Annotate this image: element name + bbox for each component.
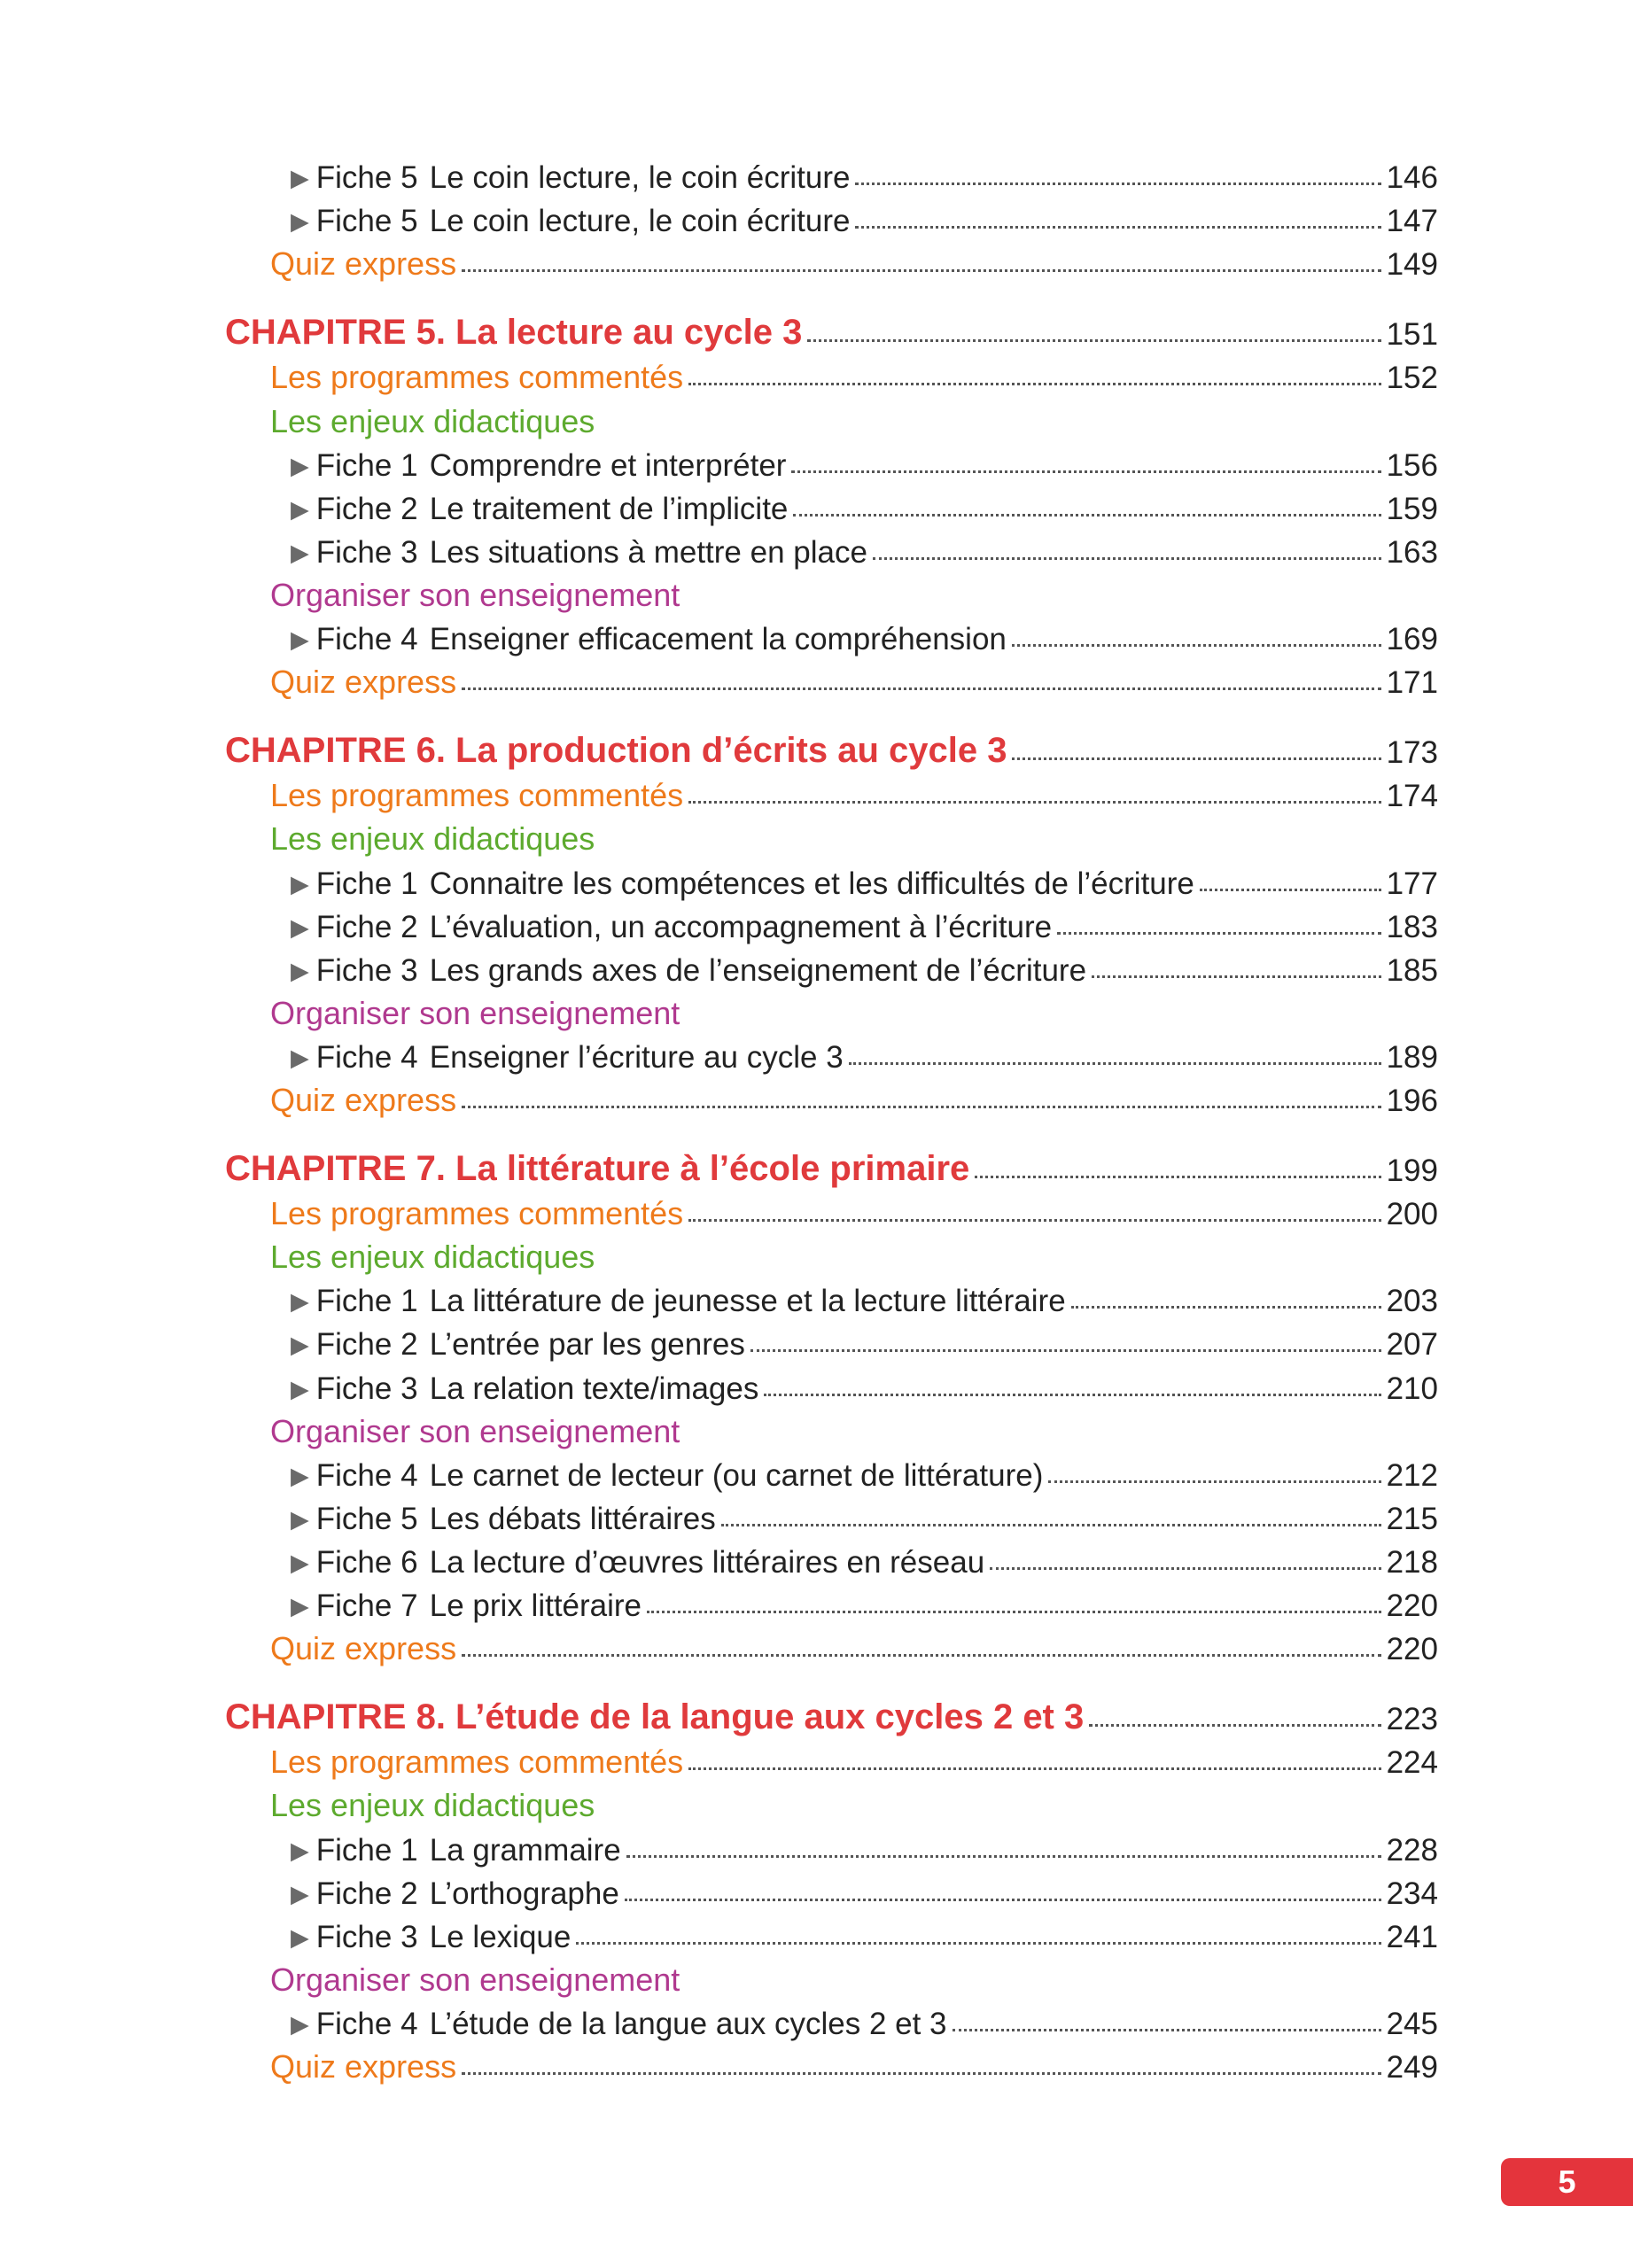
dot-leader <box>750 1349 1381 1352</box>
triangle-bullet-icon: ▶ <box>291 2011 309 2038</box>
page-number: 207 <box>1386 1327 1438 1362</box>
fiche-code: Fiche 1 <box>315 866 418 901</box>
fiche-code: Fiche 2 <box>315 1327 418 1362</box>
triangle-bullet-icon: ▶ <box>291 1550 309 1576</box>
page-number: 223 <box>1386 1702 1438 1736</box>
entry-title: Comprendre et interpréter <box>429 448 787 483</box>
dot-leader <box>1012 644 1381 647</box>
fiche-code: Fiche 3 <box>315 1920 418 1954</box>
dot-leader <box>764 1394 1380 1396</box>
page-number: 212 <box>1386 1458 1438 1493</box>
triangle-bullet-icon: ▶ <box>291 540 309 566</box>
page-number: 183 <box>1386 910 1438 944</box>
page-number: 200 <box>1386 1197 1438 1231</box>
triangle-bullet-icon: ▶ <box>291 914 309 941</box>
entry-title: Les programmes commentés <box>270 1744 684 1780</box>
page-number: 228 <box>1386 1833 1438 1868</box>
page-number: 174 <box>1386 779 1438 813</box>
triangle-bullet-icon: ▶ <box>291 1332 309 1358</box>
entry-title: Les grands axes de l’enseignement de l’écriture <box>429 953 1087 988</box>
dot-leader <box>1048 1480 1380 1483</box>
fiche-code: Fiche 4 <box>315 1040 418 1075</box>
page-number: 152 <box>1386 361 1438 395</box>
section-entry[interactable] <box>270 811 1438 855</box>
dot-leader <box>721 1524 1381 1526</box>
dot-leader <box>462 1654 1381 1657</box>
entry-title: Le traitement de l’implicite <box>429 492 789 526</box>
fiche-code: Fiche 2 <box>315 492 418 526</box>
dot-leader <box>1200 889 1381 891</box>
entry-title: Les enjeux didactiques <box>270 1239 595 1275</box>
dot-leader <box>1071 1306 1381 1309</box>
entry-title: Les programmes commentés <box>270 777 684 813</box>
triangle-bullet-icon: ▶ <box>291 1463 309 1489</box>
dot-leader <box>688 1219 1380 1222</box>
section-entry[interactable] <box>270 654 1438 698</box>
dot-leader <box>849 1062 1381 1065</box>
triangle-bullet-icon: ▶ <box>291 1593 309 1619</box>
section-entry[interactable] <box>270 1185 1438 1230</box>
fiche-code: Fiche 6 <box>315 1545 418 1580</box>
entry-title: Quiz express <box>270 245 457 282</box>
entry-title: Les débats littéraires <box>429 1502 716 1536</box>
entry-title: Quiz express <box>270 2048 457 2085</box>
dot-leader <box>1092 975 1381 978</box>
entry-title: Quiz express <box>270 664 457 700</box>
fiche-code: Fiche 7 <box>315 1588 418 1623</box>
dot-leader <box>688 383 1380 385</box>
entry-title: Enseigner l’écriture au cycle 3 <box>429 1040 844 1075</box>
section-entry[interactable] <box>270 1072 1438 1116</box>
entry-title: Les programmes commentés <box>270 359 684 395</box>
entry-title: Les programmes commentés <box>270 1195 684 1231</box>
page-number: 241 <box>1386 1920 1438 1954</box>
dot-leader <box>688 1767 1380 1770</box>
triangle-bullet-icon: ▶ <box>291 1045 309 1071</box>
fiche-code: Fiche 3 <box>315 953 418 988</box>
triangle-bullet-icon: ▶ <box>291 871 309 897</box>
section-entry[interactable] <box>270 1403 1438 1448</box>
dot-leader <box>975 1176 1380 1178</box>
page-number: 203 <box>1386 1284 1438 1318</box>
fiche-entry[interactable] <box>291 149 1438 193</box>
entry-title: Le prix littéraire <box>429 1588 642 1623</box>
page-number: 224 <box>1386 1745 1438 1780</box>
chapter-entry[interactable] <box>225 306 1438 350</box>
fiche-code: Fiche 5 <box>315 204 418 238</box>
fiche-entry[interactable] <box>291 1272 1438 1317</box>
entry-title: La grammaire <box>429 1833 621 1868</box>
chapter-entry[interactable] <box>225 1142 1438 1186</box>
fiche-entry[interactable] <box>291 610 1438 655</box>
entry-title: Organiser son enseignement <box>270 1961 680 1998</box>
triangle-bullet-icon: ▶ <box>291 626 309 653</box>
fiche-entry[interactable] <box>291 1316 1438 1360</box>
entry-title: Quiz express <box>270 1630 457 1666</box>
fiche-code: Fiche 1 <box>315 448 418 483</box>
triangle-bullet-icon: ▶ <box>291 208 309 235</box>
triangle-bullet-icon: ▶ <box>291 1881 309 1907</box>
dot-leader <box>688 801 1380 804</box>
fiche-code: Fiche 2 <box>315 1876 418 1911</box>
entry-title: Les situations à mettre en place <box>429 535 867 570</box>
entry-title: Le carnet de lecteur (ou carnet de littérature) <box>429 1458 1044 1493</box>
fiche-code: Fiche 4 <box>315 622 418 656</box>
dot-leader <box>793 514 1380 517</box>
page-number: 169 <box>1386 622 1438 656</box>
page-number: 220 <box>1386 1588 1438 1623</box>
triangle-bullet-icon: ▶ <box>291 1506 309 1533</box>
section-entry[interactable] <box>270 985 1438 1029</box>
page-number: 173 <box>1386 735 1438 770</box>
triangle-bullet-icon: ▶ <box>291 958 309 984</box>
entry-title: L’évaluation, un accompagnement à l’écriture <box>429 910 1053 944</box>
triangle-bullet-icon: ▶ <box>291 496 309 523</box>
dot-leader <box>647 1611 1381 1613</box>
dot-leader <box>990 1567 1380 1570</box>
page-number: 159 <box>1386 492 1438 526</box>
fiche-entry[interactable] <box>291 480 1438 524</box>
dot-leader <box>625 1899 1381 1901</box>
entry-title: Enseigner efficacement la compréhension <box>429 622 1007 656</box>
fiche-code: Fiche 4 <box>315 2007 418 2041</box>
dot-leader <box>462 2072 1381 2075</box>
page-number: 156 <box>1386 448 1438 483</box>
page-number: 177 <box>1386 866 1438 901</box>
fiche-entry[interactable] <box>291 192 1438 237</box>
page-number: 151 <box>1386 317 1438 352</box>
fiche-entry[interactable] <box>291 1821 1438 1866</box>
fiche-code: Fiche 4 <box>315 1458 418 1493</box>
section-entry[interactable] <box>270 349 1438 393</box>
fiche-code: Fiche 5 <box>315 160 418 195</box>
page-number: 245 <box>1386 2007 1438 2041</box>
dot-leader <box>953 2029 1381 2031</box>
fiche-entry[interactable] <box>291 855 1438 899</box>
entry-title: Quiz express <box>270 1082 457 1118</box>
triangle-bullet-icon: ▶ <box>291 1837 309 1864</box>
page-number: 210 <box>1386 1371 1438 1406</box>
fiche-entry[interactable] <box>291 1490 1438 1534</box>
fiche-code: Fiche 1 <box>315 1284 418 1318</box>
fiche-code: Fiche 3 <box>315 1371 418 1406</box>
triangle-bullet-icon: ▶ <box>291 1288 309 1315</box>
page-number: 249 <box>1386 2050 1438 2085</box>
triangle-bullet-icon: ▶ <box>291 1924 309 1951</box>
entry-title: CHAPITRE 8. L’étude de la langue aux cycles 2 et 3 <box>225 1697 1085 1736</box>
dot-leader <box>855 226 1380 229</box>
entry-title: L’orthographe <box>429 1876 619 1911</box>
dot-leader <box>626 1855 1381 1858</box>
fiche-entry[interactable] <box>291 1447 1438 1491</box>
dot-leader <box>807 339 1380 342</box>
entry-title: Le coin lecture, le coin écriture <box>429 204 851 238</box>
section-entry[interactable] <box>270 393 1438 438</box>
dot-leader <box>462 269 1381 272</box>
triangle-bullet-icon: ▶ <box>291 165 309 191</box>
page-number: 220 <box>1386 1632 1438 1666</box>
fiche-entry[interactable] <box>291 1908 1438 1953</box>
entry-title: CHAPITRE 6. La production d’écrits au cycle 3 <box>225 731 1007 770</box>
section-entry[interactable] <box>270 1229 1438 1273</box>
dot-leader <box>1089 1724 1380 1727</box>
dot-leader <box>1012 757 1380 760</box>
page-number: 199 <box>1386 1153 1438 1188</box>
page-number: 146 <box>1386 160 1438 195</box>
entry-title: La littérature de jeunesse et la lecture littéraire <box>429 1284 1066 1318</box>
page-number: 189 <box>1386 1040 1438 1075</box>
dot-leader <box>576 1942 1380 1945</box>
entry-title: Organiser son enseignement <box>270 995 680 1031</box>
fiche-entry[interactable] <box>291 1577 1438 1621</box>
dot-leader <box>791 470 1380 473</box>
entry-title: Les enjeux didactiques <box>270 820 595 857</box>
entry-title: Organiser son enseignement <box>270 1413 680 1449</box>
fiche-entry[interactable] <box>291 898 1438 943</box>
fiche-entry[interactable] <box>291 524 1438 568</box>
fiche-code: Fiche 3 <box>315 535 418 570</box>
fiche-entry[interactable] <box>291 437 1438 481</box>
triangle-bullet-icon: ▶ <box>291 453 309 479</box>
page-number: 196 <box>1386 1084 1438 1118</box>
entry-title: CHAPITRE 7. La littérature à l’école primaire <box>225 1149 970 1188</box>
chapter-entry[interactable] <box>225 724 1438 768</box>
section-entry[interactable] <box>270 1952 1438 1996</box>
entry-title: Connaitre les compétences et les difficultés de l’écriture <box>429 866 1194 901</box>
page-number: 171 <box>1386 665 1438 700</box>
fiche-entry[interactable] <box>291 942 1438 986</box>
section-entry[interactable] <box>270 767 1438 812</box>
entry-title: Les enjeux didactiques <box>270 403 595 439</box>
page-number: 149 <box>1386 247 1438 282</box>
entry-title: Les enjeux didactiques <box>270 1787 595 1823</box>
entry-title: L’étude de la langue aux cycles 2 et 3 <box>429 2007 947 2041</box>
section-entry[interactable] <box>270 2039 1438 2083</box>
entry-title: La relation texte/images <box>429 1371 759 1406</box>
fiche-code: Fiche 5 <box>315 1502 418 1536</box>
page-number: 147 <box>1386 204 1438 238</box>
page-number: 215 <box>1386 1502 1438 1536</box>
fiche-entry[interactable] <box>291 1534 1438 1578</box>
entry-title: CHAPITRE 5. La lecture au cycle 3 <box>225 313 803 352</box>
fiche-entry[interactable] <box>291 1360 1438 1404</box>
dot-leader <box>462 687 1381 690</box>
dot-leader <box>1057 932 1380 935</box>
section-entry[interactable] <box>270 1777 1438 1821</box>
fiche-entry[interactable] <box>291 1995 1438 2039</box>
dot-leader <box>873 557 1381 560</box>
dot-leader <box>462 1106 1381 1108</box>
section-entry[interactable] <box>270 236 1438 280</box>
section-entry[interactable] <box>270 567 1438 611</box>
entry-title: Le lexique <box>429 1920 572 1954</box>
entry-title: La lecture d’œuvres littéraires en réseau <box>429 1545 985 1580</box>
fiche-entry[interactable] <box>291 1865 1438 1909</box>
section-entry[interactable] <box>270 1620 1438 1665</box>
page-number: 163 <box>1386 535 1438 570</box>
page-number-badge: 5 <box>1501 2158 1633 2206</box>
triangle-bullet-icon: ▶ <box>291 1376 309 1402</box>
page-number: 218 <box>1386 1545 1438 1580</box>
entry-title: Le coin lecture, le coin écriture <box>429 160 851 195</box>
section-entry[interactable] <box>270 1734 1438 1778</box>
fiche-code: Fiche 2 <box>315 910 418 944</box>
chapter-entry[interactable] <box>225 1690 1438 1735</box>
entry-title: Organiser son enseignement <box>270 577 680 613</box>
dot-leader <box>855 183 1380 185</box>
fiche-entry[interactable] <box>291 1029 1438 1073</box>
page-number: 185 <box>1386 953 1438 988</box>
page-number: 234 <box>1386 1876 1438 1911</box>
fiche-code: Fiche 1 <box>315 1833 418 1868</box>
entry-title: L’entrée par les genres <box>429 1327 745 1362</box>
